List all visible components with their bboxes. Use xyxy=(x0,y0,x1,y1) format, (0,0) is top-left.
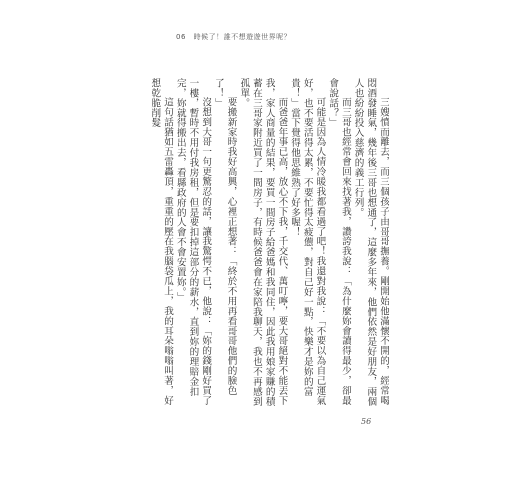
paragraph-7: 這句話猶如五雷轟頂，重重的壓在我腦袋瓜上，我的耳朵嗡嗡叫著，好想乾脆削髮 xyxy=(149,78,174,406)
paragraph-1: 三嫂憤而離去，而三個孩子由哥哥撫養。剛開始他滿懷不開的，經常喝悶酒發睡氣，幾年後三哥也想通了，這麼多年來，他們依然是好朋友，兩個人也紛紛投入慈濟的義工行列。 xyxy=(352,78,389,407)
paragraph-5: 要搬新家時我好高興，心裡正想著：「終於不用再看哥哥他們的臉色了！」 xyxy=(212,78,237,396)
chapter-number: 06 xyxy=(176,33,186,41)
paragraph-2: 而三哥也經常會回來找著我，讚誇我說：「為什麼妳會讀得最少，卻最會說話？」 xyxy=(327,78,351,406)
paragraph-6: 沒想到大哥一句更驚忍的話，讓我驚愕不已，他說：「妳的錢剛好買了一樓，暫時不用付我房租，但是要扣掉這部分的薪水，直到妳的理賠金扣完，妳就得搬出去，看縣政府的人會不會安置妳。」 xyxy=(174,78,212,406)
vertical-body-text xyxy=(127,78,389,410)
running-title: 時候了！誰不想遊遊世界呢？ xyxy=(193,33,292,41)
running-header xyxy=(176,32,291,42)
paragraph-4: 而爸爸年事已高，放心不下我，千交代、萬叮嚀，要大哥絕對不能丟下我，家人商量的結果，要買一間房子給爸媽和我同住，因此我用娘家賺的積蓄在三哥家附近買了一間房子，有時候爸爸會在家陪我聊天，我也不再感到孤單。 xyxy=(238,78,288,407)
paragraph-3: 可能是因為人情冷暖我都看過了吧！我還對我說：「不要以為自己運氣好，也不要活得太累，不要忙得太疲憊，對自己好一點，快樂才是妳的富貴！」當下覺得他思維熟了好多喔！ xyxy=(289,78,326,406)
page-number: 56 xyxy=(361,417,372,426)
